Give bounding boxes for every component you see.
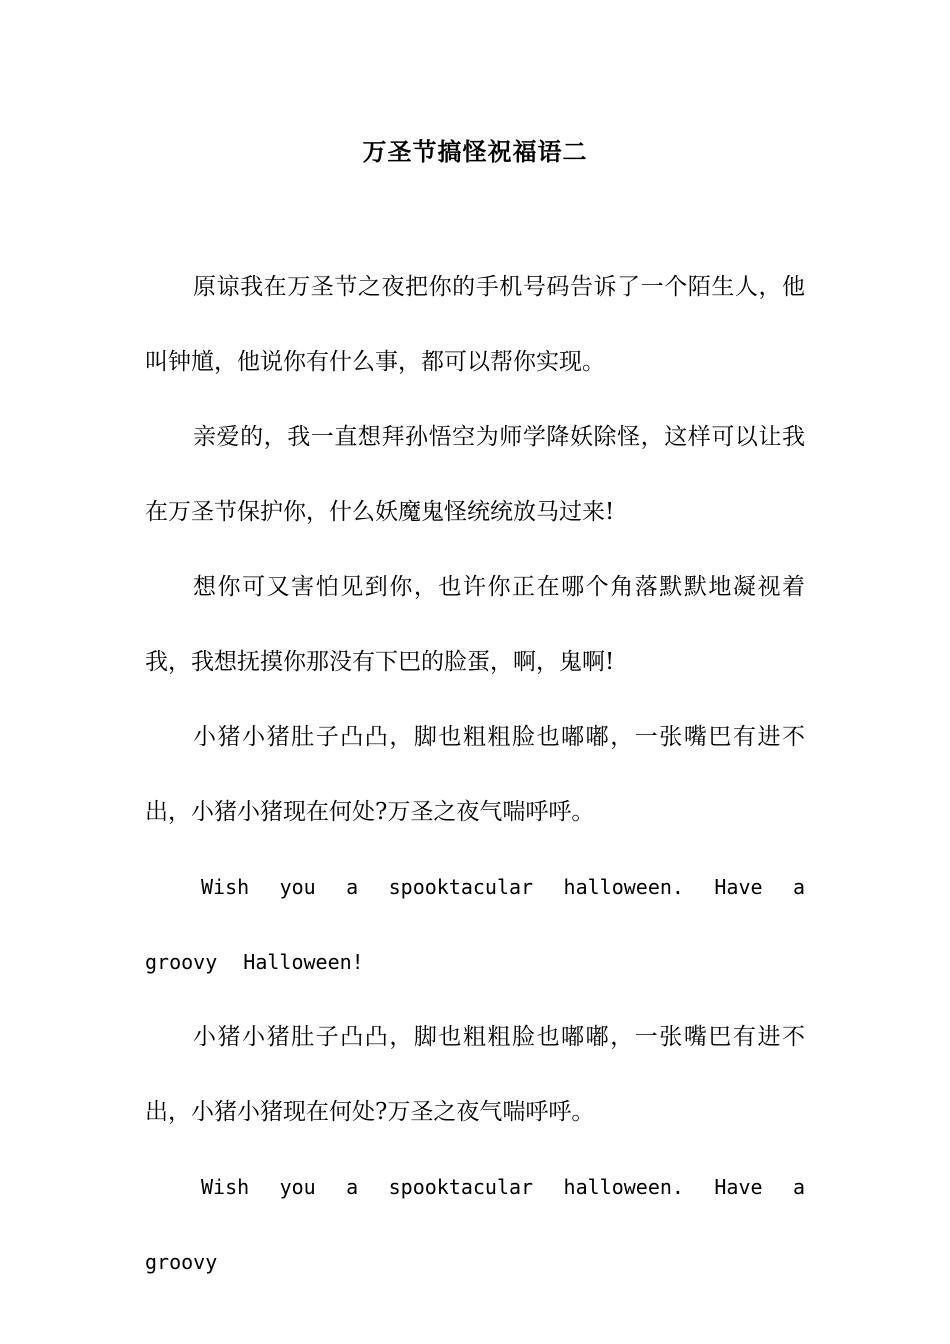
document-title: 万圣节搞怪祝福语二 (362, 137, 588, 166)
paragraph-1: 原谅我在万圣节之夜把你的手机号码告诉了一个陌生人，他叫钟馗，他说你有什么事，都可以帮你实现。 (145, 274, 805, 375)
paragraph-7-english: Wish you a spooktacular halloween. Have a groovy (145, 1175, 805, 1274)
paragraph-5-english: Wish you a spooktacular halloween. Have a groovy Halloween! (145, 875, 805, 974)
document-body (145, 250, 805, 1300)
paragraph-4: 小猪小猪肚子凸凸，脚也粗粗脸也嘟嘟，一张嘴巴有进不出，小猪小猪现在何处?万圣之夜气喘呼呼。 (145, 724, 805, 825)
paragraph-2: 亲爱的，我一直想拜孙悟空为师学降妖除怪，这样可以让我在万圣节保护你，什么妖魔鬼怪统统放马过来! (145, 424, 805, 525)
paragraph-3: 想你可又害怕见到你，也许你正在哪个角落默默地凝视着我，我想抚摸你那没有下巴的脸蛋，啊，鬼啊! (145, 574, 805, 675)
paragraph-6: 小猪小猪肚子凸凸，脚也粗粗脸也嘟嘟，一张嘴巴有进不出，小猪小猪现在何处?万圣之夜气喘呼呼。 (145, 1024, 805, 1125)
